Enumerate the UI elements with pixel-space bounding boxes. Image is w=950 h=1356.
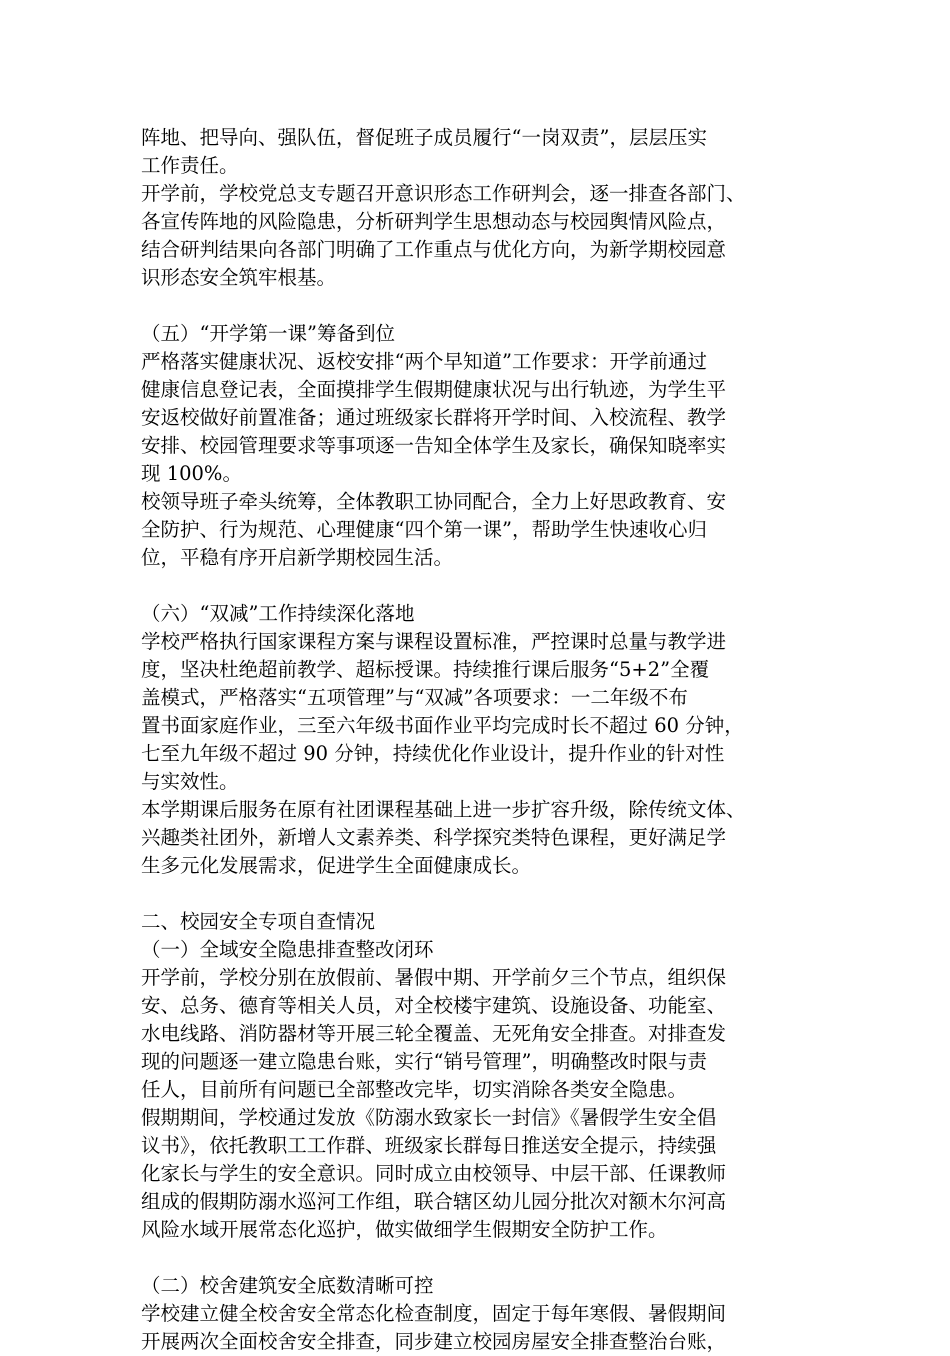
text-line: 生多元化发展需求，促进学生全面健康成长。 (141, 854, 532, 877)
blank-line (141, 292, 821, 320)
text-line: 识形态安全筑牢根基。 (141, 266, 337, 289)
text-line: 任人，目前所有问题已全部整改完毕，切实消除各类安全隐患。 (141, 1078, 688, 1101)
text-line: 现 100%。 (141, 462, 242, 485)
text-line: 与实效性。 (141, 770, 239, 793)
document-body (141, 124, 821, 1356)
text-line: 结合研判结果向各部门明确了工作重点与优化方向，为新学期校园意 (141, 238, 727, 261)
text-line: 议书》，依托教职工工作群、班级家长群每日推送安全提示，持续强 (141, 1134, 717, 1157)
text-line: 严格落实健康状况、返校安排“两个早知道”工作要求：开学前通过 (141, 350, 707, 373)
text-line: 水电线路、消防器材等开展三轮全覆盖、无死角安全排查。对排查发 (141, 1022, 727, 1045)
text-line: 各宣传阵地的风险隐患，分析研判学生思想动态与校园舆情风险点， (141, 210, 727, 233)
text-line: 七至九年级不超过 90 分钟，持续优化作业设计，提升作业的针对性 (141, 742, 725, 765)
text-line: （一）全域安全隐患排查整改闭环 (141, 938, 434, 961)
text-line: 安排、校园管理要求等事项逐一告知全体学生及家长，确保知晓率实 (141, 434, 727, 457)
text-line: 学校严格执行国家课程方案与课程设置标准，严控课时总量与教学进 (141, 630, 727, 653)
text-line: 位，平稳有序开启新学期校园生活。 (141, 546, 454, 569)
text-line: 开学前，学校党总支专题召开意识形态工作研判会，逐一排查各部门、 (141, 182, 746, 205)
text-line: 现的问题逐一建立隐患台账，实行“销号管理”，明确整改时限与责 (141, 1050, 707, 1073)
blank-line (141, 880, 821, 908)
text-line: 阵地、把导向、强队伍，督促班子成员履行“一岗双责”，层层压实 (141, 126, 707, 149)
text-line: 开学前，学校分别在放假前、暑假中期、开学前夕三个节点，组织保 (141, 966, 727, 989)
text-line: 工作责任。 (141, 154, 239, 177)
text-line: 全防护、行为规范、心理健康“四个第一课”，帮助学生快速收心归 (141, 518, 707, 541)
text-line: （六）“双减”工作持续深化落地 (141, 602, 415, 625)
text-line: 假期期间，学校通过发放《防溺水致家长一封信》《暑假学生安全倡 (141, 1106, 717, 1129)
text-line: 本学期课后服务在原有社团课程基础上进一步扩容升级，除传统文体、 (141, 798, 746, 821)
text-line: （五）“开学第一课”筹备到位 (141, 322, 395, 345)
text-line: 校领导班子牵头统筹，全体教职工协同配合，全力上好思政教育、安 (141, 490, 727, 513)
text-line: 安、总务、德育等相关人员，对全校楼宇建筑、设施设备、功能室、 (141, 994, 727, 1017)
text-line: 二、校园安全专项自查情况 (141, 910, 376, 933)
text-line: 度，坚决杜绝超前教学、超标授课。持续推行课后服务“5+2”全覆 (141, 658, 710, 681)
text-line: 置书面家庭作业，三至六年级书面作业平均完成时长不超过 60 分钟， (141, 714, 744, 737)
text-line: 风险水域开展常态化巡护，做实做细学生假期安全防护工作。 (141, 1218, 668, 1241)
text-line: 组成的假期防溺水巡河工作组，联合辖区幼儿园分批次对额木尔河高 (141, 1190, 727, 1213)
text-line: 化家长与学生的安全意识。同时成立由校领导、中层干部、任课教师 (141, 1162, 727, 1185)
text-line: 学校建立健全校舍安全常态化检查制度，固定于每年寒假、暑假期间 (141, 1302, 727, 1325)
blank-line (141, 572, 821, 600)
text-line: 健康信息登记表，全面摸排学生假期健康状况与出行轨迹，为学生平 (141, 378, 727, 401)
text-line: （二）校舍建筑安全底数清晰可控 (141, 1274, 434, 1297)
text-line: 兴趣类社团外，新增人文素养类、科学探究类特色课程，更好满足学 (141, 826, 727, 849)
text-line: 开展两次全面校舍安全排查，同步建立校园房屋安全排查整治台账， (141, 1330, 727, 1353)
text-line: 盖模式，严格落实“五项管理”与“双减”各项要求：一二年级不布 (141, 686, 688, 709)
blank-line (141, 1244, 821, 1272)
text-line: 安返校做好前置准备；通过班级家长群将开学时间、入校流程、教学 (141, 406, 727, 429)
